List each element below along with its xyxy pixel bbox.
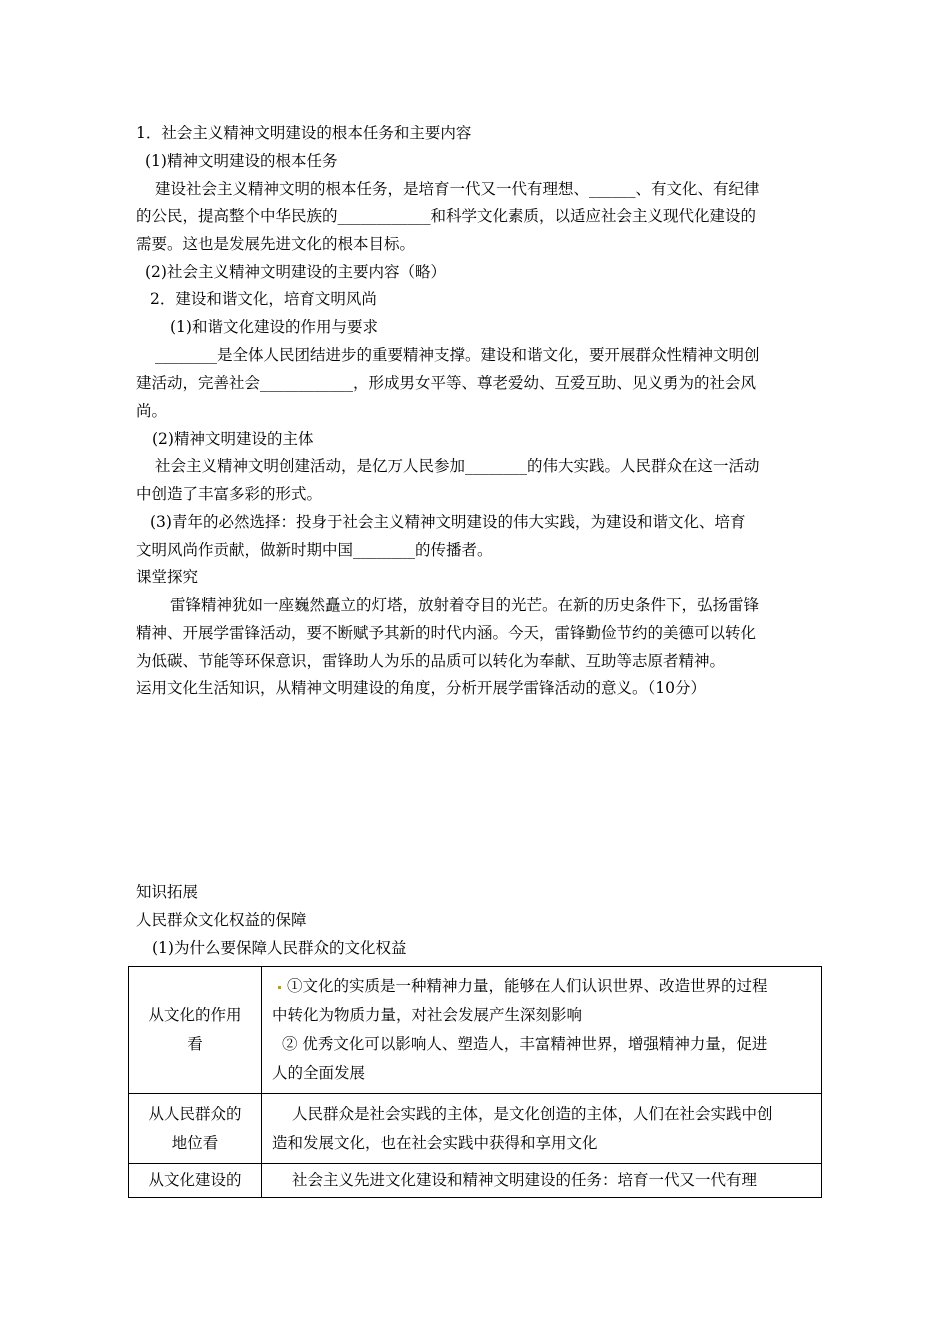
heading-2: 2．建设和谐文化，培育文明风尚 — [150, 290, 377, 308]
row-content: 社会主义先进文化建设和精神文明建设的任务：培育一代又一代有理 — [262, 1164, 822, 1198]
paragraph-line: 社会主义精神文明创建活动，是亿万人民参加________的伟大实践。人民群众在这一活动 — [155, 457, 760, 475]
paragraph-line: 文明风尚作贡献，做新时期中国________的传播者。 — [136, 541, 493, 559]
table-row — [129, 1094, 822, 1164]
paragraph-line: 精神、开展学雷锋活动，要不断赋予其新的时代内涵。今天，雷锋勤俭节约的美德可以转化 — [136, 624, 757, 642]
paragraph-line: 建活动，完善社会____________，形成男女平等、尊老爱幼、互爱互助、见义勇为的社会风 — [136, 374, 757, 392]
heading-1: 1．社会主义精神文明建设的根本任务和主要内容 — [136, 124, 472, 142]
table-row — [129, 1164, 822, 1198]
row-content: 人民群众是社会实践的主体，是文化创造的主体，人们在社会实践中创 造和发展文化，也在社会实践中获得和享用文化 — [262, 1094, 822, 1164]
question-line: 运用文化生活知识，从精神文明建设的角度，分析开展学雷锋活动的意义。（10分） — [136, 679, 706, 697]
paragraph-line: 雷锋精神犹如一座巍然矗立的灯塔，放射着夺目的光芒。在新的历史条件下，弘扬雷锋 — [170, 596, 760, 614]
row-header: 从人民群众的地位看 — [129, 1094, 262, 1164]
paragraph-line: 的公民，提高整个中华民族的____________和科学文化素质，以适应社会主义现代化建设的 — [136, 207, 757, 225]
row-header: 从文化的作用看 — [129, 967, 262, 1094]
row-header: 从文化建设的 — [129, 1164, 262, 1198]
paragraph-line: (3)青年的必然选择：投身于社会主义精神文明建设的伟大实践，为建设和谐文化、培育 — [150, 513, 746, 531]
paragraph-line: 需要。这也是发展先进文化的根本目标。 — [136, 235, 416, 253]
section-title-classroom: 课堂探究 — [136, 568, 199, 586]
marker-dot — [278, 986, 281, 989]
subheading-1-1: (1)精神文明建设的根本任务 — [145, 152, 338, 170]
subheading-why: (1)为什么要保障人民群众的文化权益 — [152, 939, 407, 957]
table-row — [129, 967, 822, 1094]
rights-table — [128, 966, 822, 1198]
subheading-1-2: (2)社会主义精神文明建设的主要内容（略） — [145, 263, 446, 281]
paragraph-line: 尚。 — [136, 402, 168, 420]
paragraph-line: 中创造了丰富多彩的形式。 — [136, 485, 323, 503]
subheading-2-2: (2)精神文明建设的主体 — [152, 430, 314, 448]
section-title-extension: 知识拓展 — [136, 883, 199, 901]
row-content: ①文化的实质是一种精神力量，能够在人们认识世界、改造世界的过程 中转化为物质力量，对社会发展产生深刻影响 ② 优秀文化可以影响人、塑造人，丰富精神世界，增强精神力量，促进 人的全面发展 — [262, 967, 822, 1094]
subheading-rights: 人民群众文化权益的保障 — [136, 911, 307, 929]
subheading-2-1: (1)和谐文化建设的作用与要求 — [170, 318, 378, 336]
paragraph-line: 建设社会主义精神文明的根本任务，是培育一代又一代有理想、______、有文化、有纪律 — [155, 180, 760, 198]
paragraph-line: ________是全体人民团结进步的重要精神支撑。建设和谐文化，要开展群众性精神文明创 — [155, 346, 760, 364]
paragraph-line: 为低碳、节能等环保意识，雷锋助人为乐的品质可以转化为奉献、互助等志原者精神。 — [136, 652, 726, 670]
